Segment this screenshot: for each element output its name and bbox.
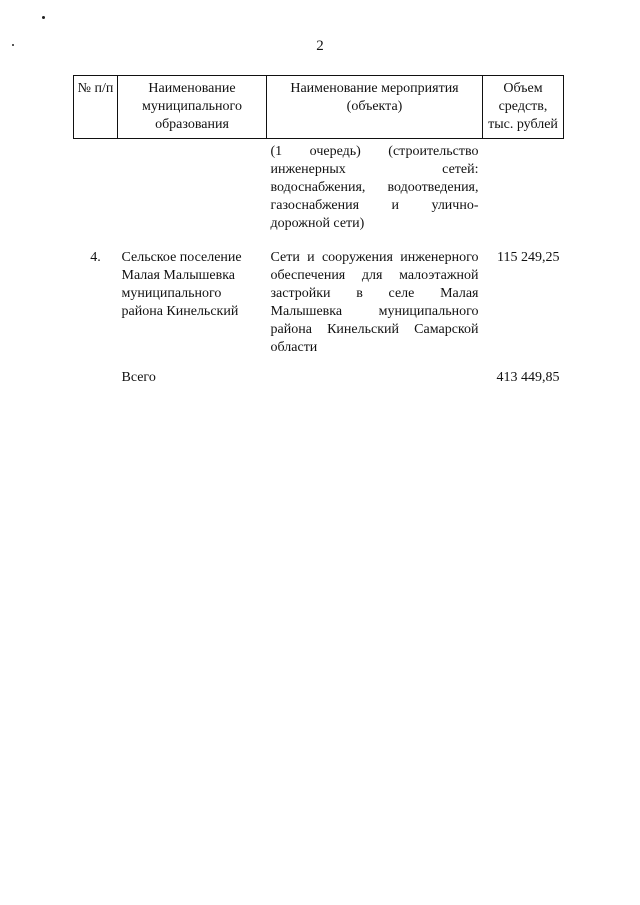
cell-municipality: Сельское поселение Малая Малышевка муниципального района Кинельский: [121, 250, 242, 319]
cell-event-empty: [267, 357, 483, 387]
header-amount: Объем средств, тыс. рублей: [483, 76, 564, 139]
funding-table: [73, 75, 564, 387]
table-header-row: [74, 76, 564, 139]
table-total-row: [74, 357, 564, 387]
header-num: № п/п: [74, 76, 118, 139]
table-row-continuation: [74, 139, 564, 240]
scan-speck: [42, 16, 45, 19]
cell-num: [74, 139, 118, 240]
page-number: 2: [316, 38, 324, 54]
cell-event: Сети и сооружения инженерного обеспечения для малоэтажной застройки в селе Малая Малышевка муниципального района Кинельский Самарской области: [270, 250, 479, 355]
header-municipality: Наименование муниципального образования: [118, 76, 267, 139]
cell-event: (1 очередь) (строительство инженерных сетей: водоснабжения, водоотведения, газоснабжения и улично-дорожной сети): [270, 144, 479, 231]
cell-amount: [483, 139, 564, 240]
cell-num: 4.: [90, 250, 101, 265]
total-label: Всего: [121, 370, 156, 385]
cell-amount: 115 249,25: [497, 250, 560, 265]
cell-municipality: [118, 139, 267, 240]
total-amount: 413 449,85: [496, 370, 560, 385]
header-event: Наименование мероприятия (объекта): [267, 76, 483, 139]
table-row: [74, 239, 564, 357]
cell-num-empty: [74, 357, 118, 387]
